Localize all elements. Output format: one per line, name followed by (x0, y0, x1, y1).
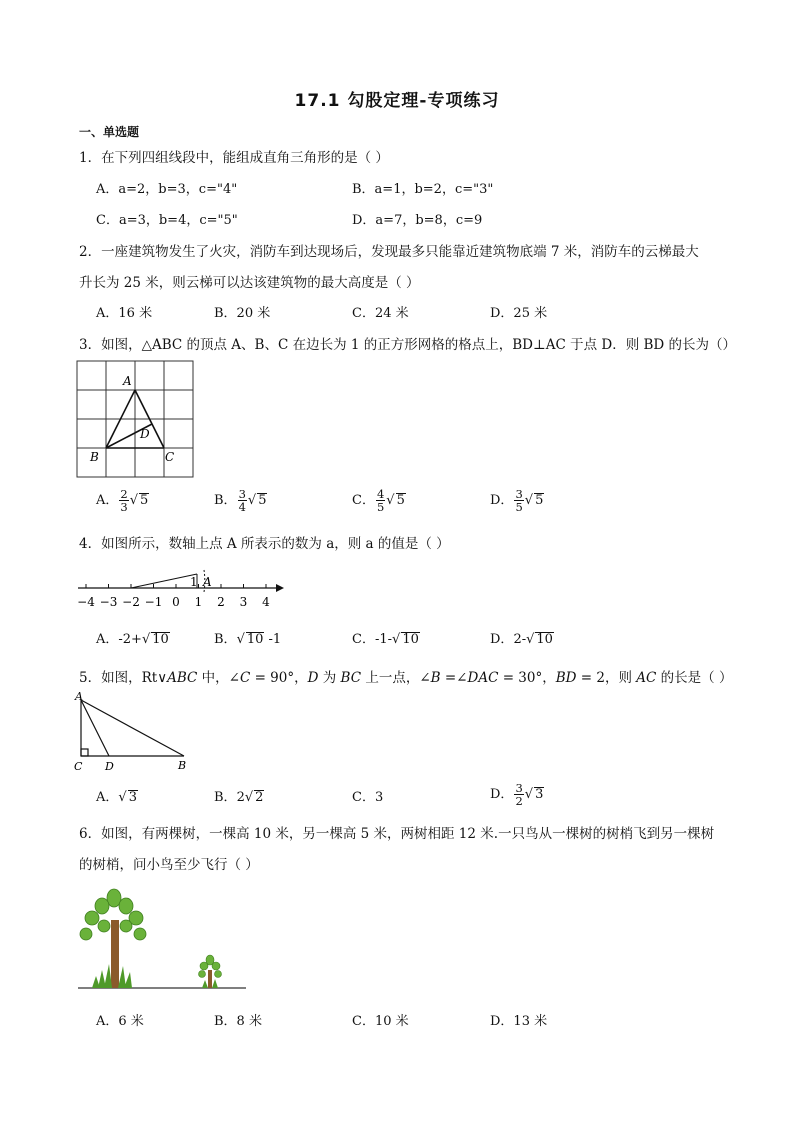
tick-label: −1 (144, 595, 163, 609)
label-c: C (165, 450, 175, 464)
question-6-option-b[interactable]: B．8 米 (214, 1014, 262, 1029)
axis-arrow (276, 584, 284, 592)
question-2-text-line2: 升长为 25 米，则云梯可以达该建筑物的最大高度是（ ） (79, 275, 420, 291)
question-5-option-d[interactable]: D． $\frac{3}{2}$ √ 3 (490, 781, 544, 808)
question-6-text-line2: 的树梢，问小鸟至少飞行（ ） (79, 857, 259, 873)
point-a-label: A (203, 575, 212, 589)
fraction: $\frac{4}{5}$ (376, 487, 385, 514)
question-6-trees-figure (76, 884, 248, 994)
label-b: B (178, 759, 187, 772)
label-b: B (90, 450, 99, 464)
question-2-option-a[interactable]: A．16 米 (96, 306, 153, 321)
tick-label: −2 (122, 595, 140, 609)
question-6-text-line1: 6．如图，有两棵树，一棵高 10 米，另一棵高 5 米，两树相距 12 米.一只鸟从一棵树的树梢飞到另一棵树 (79, 826, 715, 842)
question-5-text: 5．如图，Rt∨ABC 中，∠C = 90°，D 为 BC 上一点，∠B =∠DAC = 30°，BD = 2，则 AC 的长是（ ） (79, 670, 733, 686)
fraction: $\frac{3}{4}$ (238, 487, 246, 514)
question-2-text-line1: 2．一座建筑物发生了火灾，消防车到达现场后，发现最多只能靠近建筑物底端 7 米，消防车的云梯最大 (79, 244, 699, 260)
question-1-option-b[interactable]: B．a=1，b=2，c="3" (352, 182, 494, 197)
question-5-option-a[interactable]: A．√ 3 (96, 790, 137, 805)
question-5-option-b[interactable]: B．2√ 2 (214, 790, 264, 805)
question-6-option-c[interactable]: C．10 米 (352, 1014, 409, 1029)
label-a: A (75, 690, 83, 703)
fraction: $\frac{3}{5}$ (515, 487, 523, 514)
question-4-option-d[interactable]: D．2-√ 10 (490, 632, 553, 647)
question-3-text: 3．如图，△ABC 的顶点 A、B、C 在边长为 1 的正方形网格的格点上，BD⊥AC 于点 D．则 BD 的长为（） (79, 337, 737, 353)
tick-label: 1 (194, 595, 203, 609)
tick-label: 2 (217, 595, 225, 609)
fraction: $\frac{3}{2}$ (515, 781, 523, 808)
hypotenuse-line (131, 574, 197, 588)
tick-label: 0 (172, 595, 180, 609)
question-4-number-line-figure (76, 566, 286, 612)
question-5-triangle-figure (72, 690, 197, 774)
section-heading: 一、单选题 (79, 125, 140, 139)
question-6-option-a[interactable]: A．6 米 (96, 1014, 144, 1029)
question-1-option-a[interactable]: A．a=2，b=3，c="4" (96, 182, 238, 197)
question-1-text: 1．在下列四组线段中，能组成直角三角形的是（ ） (79, 150, 389, 166)
label-d: D (140, 427, 150, 441)
fraction: $\frac{2}{3}$ (120, 487, 128, 514)
segment-label-1: 1 (190, 575, 198, 589)
question-6-option-d[interactable]: D．13 米 (490, 1014, 548, 1029)
tick-label: −3 (99, 595, 118, 609)
label-a: A (123, 374, 132, 388)
question-4-option-b[interactable]: B．√ 10 -1 (214, 632, 282, 647)
tick-label: −4 (77, 595, 95, 609)
question-3-grid-figure (76, 360, 196, 480)
question-3-option-a[interactable]: A． $\frac{2}{3}$ √ 5 (96, 487, 149, 514)
question-3-option-b[interactable]: B． $\frac{3}{4}$ √ 5 (214, 487, 267, 514)
question-4-text: 4．如图所示，数轴上点 A 所表示的数为 a，则 a 的值是（ ） (79, 536, 450, 552)
short-tree-trunk (208, 970, 212, 988)
question-2-option-b[interactable]: B．20 米 (214, 306, 271, 321)
question-5-option-c[interactable]: C．3 (352, 790, 384, 805)
question-3-option-d[interactable]: D． $\frac{3}{5}$ √ 5 (490, 487, 544, 514)
question-1-option-c[interactable]: C．a=3，b=4，c="5" (96, 213, 238, 228)
question-2-option-d[interactable]: D．25 米 (490, 306, 548, 321)
tick-label: 4 (262, 595, 270, 609)
right-triangle (81, 700, 184, 756)
question-4-option-c[interactable]: C．-1-√ 10 (352, 632, 419, 647)
question-1-option-d[interactable]: D．a=7，b=8，c=9 (352, 213, 483, 228)
label-d: D (105, 760, 114, 773)
tall-tree-trunk (111, 920, 119, 988)
page-title: 17.1 勾股定理-专项练习 (294, 91, 500, 111)
tick-label: 3 (239, 595, 248, 609)
label-c: C (74, 760, 83, 773)
question-4-option-a[interactable]: A．-2+√ 10 (96, 632, 169, 647)
question-3-option-c[interactable]: C． $\frac{4}{5}$ √ 5 (352, 487, 405, 514)
question-2-option-c[interactable]: C．24 米 (352, 306, 409, 321)
